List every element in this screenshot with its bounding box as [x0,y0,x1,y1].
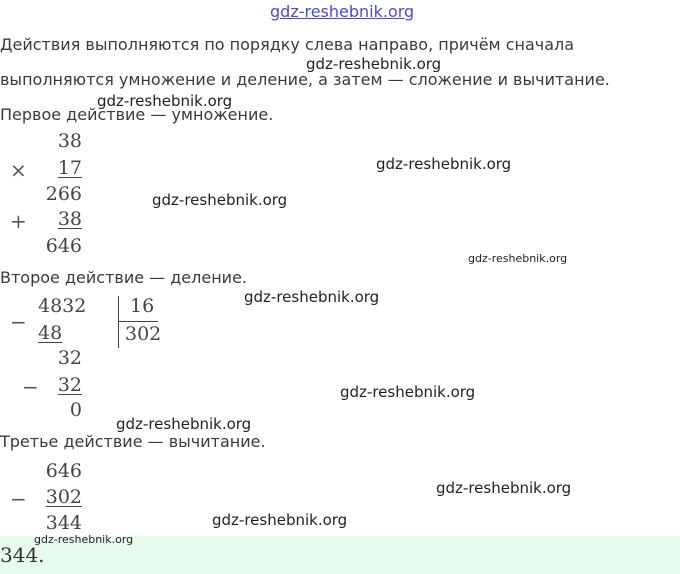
watermark: gdz-reshebnik.org [468,252,568,265]
difference-result: 344 [45,512,82,534]
minuend: 646 [45,460,82,482]
subtract-operator-1: − [10,310,27,334]
watermark: gdz-reshebnik.org [244,288,380,306]
subtrahend-1: 48 [38,322,63,344]
subtract-operator-2: − [22,375,39,399]
divisor: 16 [130,295,155,317]
division-bar-vertical [118,296,119,348]
subtract-operator-3: − [10,487,27,511]
watermark: gdz-reshebnik.org [436,479,572,497]
multiplicand: 38 [57,130,82,152]
watermark: gdz-reshebnik.org [97,92,233,110]
watermark: gdz-reshebnik.org [340,383,476,401]
product-result: 646 [45,235,82,257]
multiplier: 17 [57,157,82,179]
add-operator: + [10,209,27,233]
watermark: gdz-reshebnik.org [306,55,442,73]
watermark: gdz-reshebnik.org [116,415,252,433]
partial-product-1: 266 [45,183,82,205]
multiply-operator: × [10,158,27,182]
remainder-2: 0 [69,399,82,421]
watermark: gdz-reshebnik.org [34,533,134,546]
step1-heading: Первое действие — умножение. [0,105,274,124]
site-link[interactable]: gdz-reshebnik.org [270,2,415,21]
division-bar-horizontal [118,321,158,322]
quotient: 302 [125,323,162,345]
remainder-1: 32 [57,347,82,369]
watermark: gdz-reshebnik.org [376,155,512,173]
watermark: gdz-reshebnik.org [152,191,288,209]
intro-line-1: Действия выполняются по порядку слева направо, причём сначала [0,35,575,54]
watermark: gdz-reshebnik.org [212,511,348,529]
step2-heading: Второе действие — деление. [0,268,247,287]
dividend: 4832 [38,295,87,317]
subtrahend-2: 32 [57,374,82,396]
subtrahend: 302 [45,486,82,508]
intro-line-2: выполняются умножение и деление, а затем — сложение и вычитание. [0,70,610,89]
step3-heading: Третье действие — вычитание. [0,432,266,451]
partial-product-2: 38 [57,208,82,230]
answer-value: 344. [0,543,45,567]
